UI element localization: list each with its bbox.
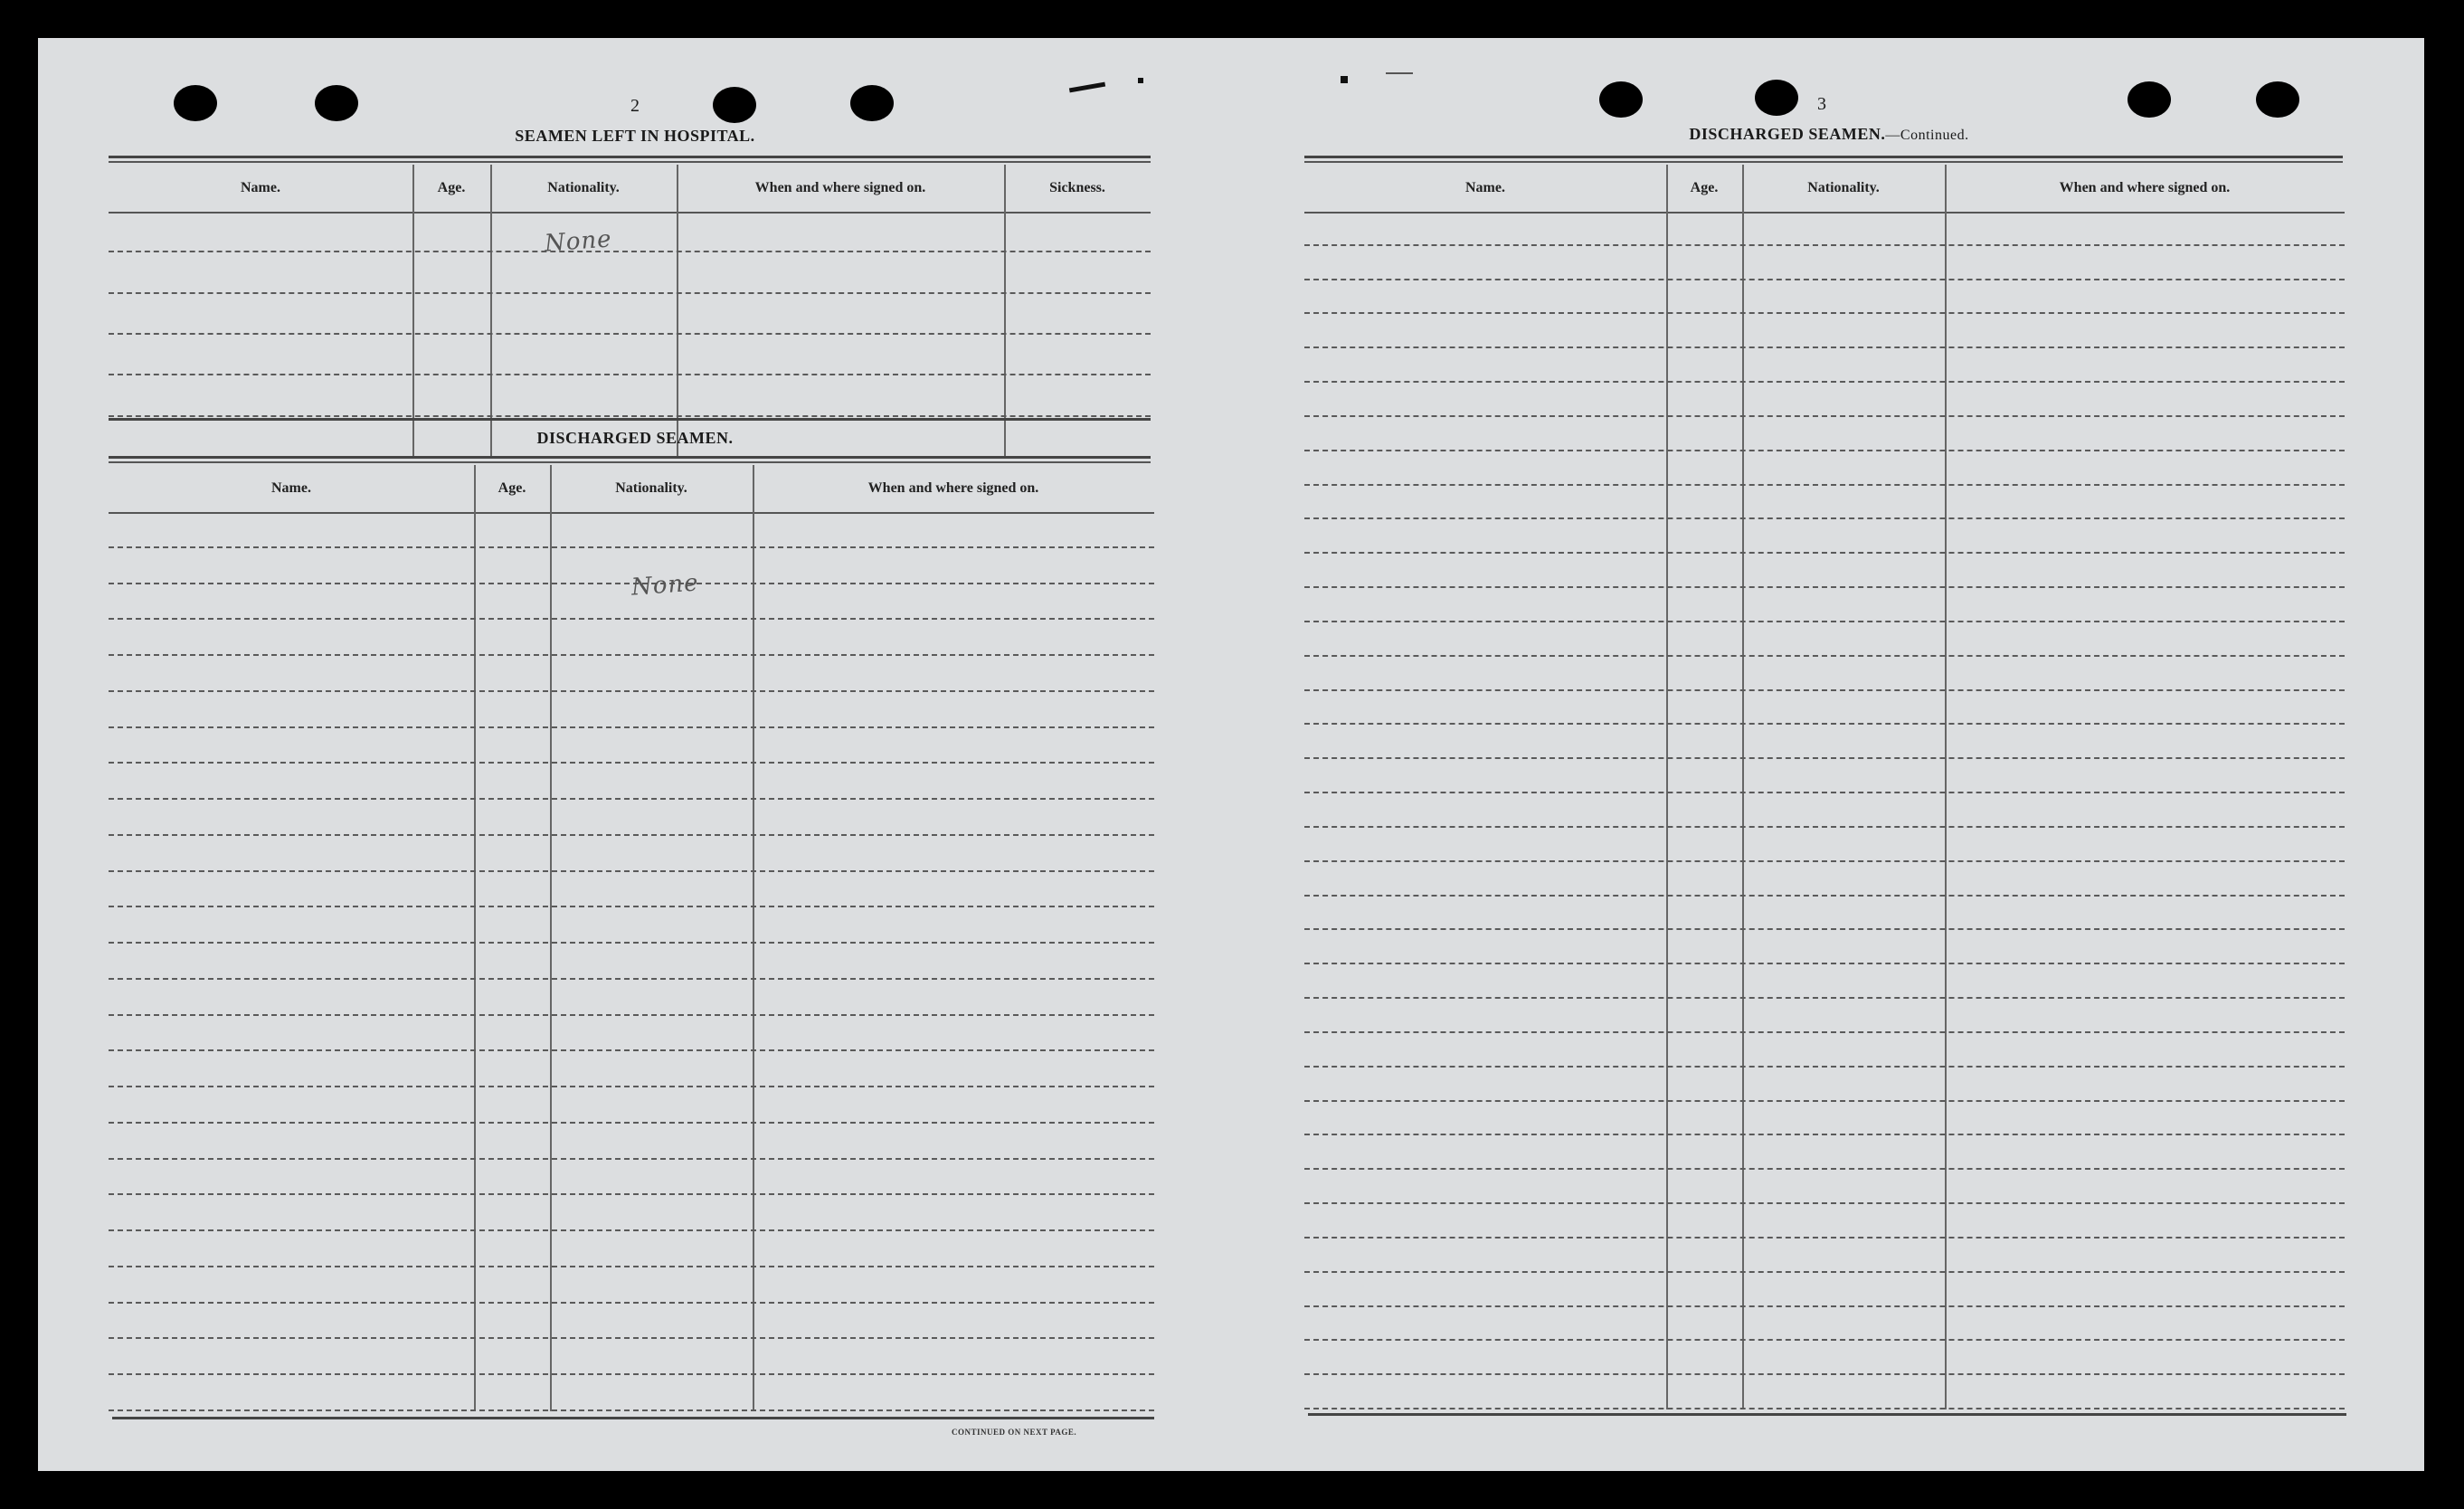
entry-row-line xyxy=(109,1086,1154,1087)
entry-row-line xyxy=(109,1302,1154,1304)
entry-row-line xyxy=(109,762,1154,764)
entry-row-line xyxy=(1304,1271,2345,1273)
entry-row-line xyxy=(109,1229,1154,1231)
entry-row-line xyxy=(1304,450,2345,451)
entry-row-line xyxy=(1304,826,2345,828)
handwritten-none-hospital: None xyxy=(544,225,613,258)
column-divider xyxy=(1945,165,1947,1409)
entry-row-line xyxy=(109,834,1154,836)
ink-mark xyxy=(1138,78,1143,83)
punch-hole xyxy=(1755,80,1798,116)
ink-mark xyxy=(1069,82,1105,93)
section-rule xyxy=(1308,1413,2346,1416)
handwritten-none-discharged: None xyxy=(630,569,700,602)
hospital-section-title: SEAMEN LEFT IN HOSPITAL. xyxy=(515,127,755,145)
entry-row-line xyxy=(1304,346,2345,348)
entry-row-line xyxy=(1304,757,2345,759)
column-header-name: Name. xyxy=(241,180,280,195)
entry-row-line xyxy=(109,1266,1154,1267)
column-divider xyxy=(753,465,754,1411)
entry-row-line xyxy=(109,1373,1154,1375)
entry-row-line xyxy=(109,618,1154,620)
section-rule xyxy=(112,1417,1154,1419)
discharged-table xyxy=(109,465,1154,1411)
entry-row-line xyxy=(1304,1031,2345,1033)
entry-row-line xyxy=(1304,1100,2345,1102)
entry-row-line xyxy=(1304,1373,2345,1375)
entry-row-line xyxy=(1304,689,2345,691)
discharged-continued-title-suffix: —Continued. xyxy=(1885,128,1969,143)
entry-row-line xyxy=(1304,928,2345,930)
header-rule xyxy=(1304,212,2345,214)
entry-row-line xyxy=(1304,963,2345,964)
entry-row-line xyxy=(1304,997,2345,999)
entry-row-line xyxy=(1304,1168,2345,1170)
punch-hole xyxy=(2256,81,2299,118)
column-divider xyxy=(1742,165,1744,1409)
column-divider xyxy=(1004,165,1006,458)
entry-row-line xyxy=(109,333,1151,335)
column-header-signed-on: When and where signed on. xyxy=(754,180,926,195)
section-rule xyxy=(109,461,1151,463)
discharged-continued-title-main: DISCHARGED SEAMEN. xyxy=(1689,125,1886,143)
section-rule xyxy=(109,161,1151,163)
ink-mark xyxy=(1386,72,1413,74)
punch-hole xyxy=(315,85,358,121)
column-header-nationality: Nationality. xyxy=(615,480,687,496)
column-header-sickness: Sickness. xyxy=(1049,180,1105,195)
column-header-signed-on: When and where signed on. xyxy=(867,480,1039,496)
column-divider xyxy=(412,165,414,458)
entry-row-line xyxy=(109,1193,1154,1195)
column-header-age: Age. xyxy=(1690,180,1719,195)
column-header-name: Name. xyxy=(1465,180,1505,195)
entry-row-line xyxy=(1304,621,2345,622)
punch-hole xyxy=(1599,81,1643,118)
punch-hole xyxy=(2128,81,2171,118)
entry-row-line xyxy=(1304,1408,2345,1409)
discharged-section-title: DISCHARGED SEAMEN. xyxy=(536,429,734,447)
entry-row-line xyxy=(1304,244,2345,246)
section-rule xyxy=(1304,161,2343,163)
column-header-age: Age. xyxy=(437,180,466,195)
entry-row-line xyxy=(1304,1202,2345,1204)
entry-row-line xyxy=(109,1049,1154,1051)
entry-row-line xyxy=(1304,517,2345,519)
entry-row-line xyxy=(109,978,1154,980)
entry-row-line xyxy=(109,374,1151,375)
entry-row-line xyxy=(109,1409,1154,1411)
entry-row-line xyxy=(1304,895,2345,897)
entry-row-line xyxy=(1304,586,2345,588)
header-rule xyxy=(109,512,1154,514)
column-header-nationality: Nationality. xyxy=(1807,180,1880,195)
entry-row-line xyxy=(1304,1066,2345,1068)
entry-row-line xyxy=(109,906,1154,907)
entry-row-line xyxy=(1304,1339,2345,1341)
ink-mark xyxy=(1341,76,1348,83)
entry-row-line xyxy=(109,1014,1154,1016)
entry-row-line xyxy=(109,546,1154,548)
column-divider xyxy=(1666,165,1668,1409)
entry-row-line xyxy=(1304,1305,2345,1307)
entry-row-line xyxy=(109,1158,1154,1160)
punch-hole xyxy=(850,85,894,121)
column-header-nationality: Nationality. xyxy=(547,180,620,195)
column-divider xyxy=(490,165,492,458)
entry-row-line xyxy=(109,251,1151,252)
entry-row-line xyxy=(1304,312,2345,314)
entry-row-line xyxy=(109,726,1154,728)
entry-row-line xyxy=(109,654,1154,656)
entry-row-line xyxy=(109,415,1151,417)
continued-note: CONTINUED ON NEXT PAGE. xyxy=(952,1428,1077,1437)
entry-row-line xyxy=(109,1122,1154,1124)
entry-row-line xyxy=(1304,792,2345,793)
column-divider xyxy=(550,465,552,1411)
entry-row-line xyxy=(109,870,1154,872)
discharged-continued-title xyxy=(1576,125,2082,144)
header-rule xyxy=(109,212,1151,214)
column-header-signed-on: When and where signed on. xyxy=(2059,180,2231,195)
entry-row-line xyxy=(1304,552,2345,554)
column-divider xyxy=(474,465,476,1411)
punch-hole xyxy=(713,87,756,123)
page-number-right: 3 xyxy=(1817,94,1826,114)
column-header-age: Age. xyxy=(498,480,526,496)
entry-row-line xyxy=(1304,381,2345,383)
entry-row-line xyxy=(109,942,1154,944)
section-rule xyxy=(109,456,1151,459)
entry-row-line xyxy=(109,798,1154,800)
section-rule xyxy=(109,418,1151,421)
entry-row-line xyxy=(1304,860,2345,862)
page-number-left: 2 xyxy=(630,96,640,116)
entry-row-line xyxy=(1304,655,2345,657)
entry-row-line xyxy=(1304,484,2345,486)
entry-row-line xyxy=(1304,1237,2345,1239)
entry-row-line xyxy=(109,292,1151,294)
section-rule xyxy=(1304,156,2343,158)
entry-row-line xyxy=(1304,279,2345,280)
discharged-continued-table xyxy=(1304,165,2345,1409)
entry-row-line xyxy=(1304,415,2345,417)
entry-row-line xyxy=(1304,723,2345,725)
column-header-name: Name. xyxy=(271,480,311,496)
entry-row-line xyxy=(109,690,1154,692)
entry-row-line xyxy=(1304,1134,2345,1135)
entry-row-line xyxy=(109,1337,1154,1339)
hospital-table xyxy=(109,165,1151,458)
ledger-sheet xyxy=(38,38,2424,1471)
punch-hole xyxy=(174,85,217,121)
column-divider xyxy=(677,165,678,458)
section-rule xyxy=(109,156,1151,158)
